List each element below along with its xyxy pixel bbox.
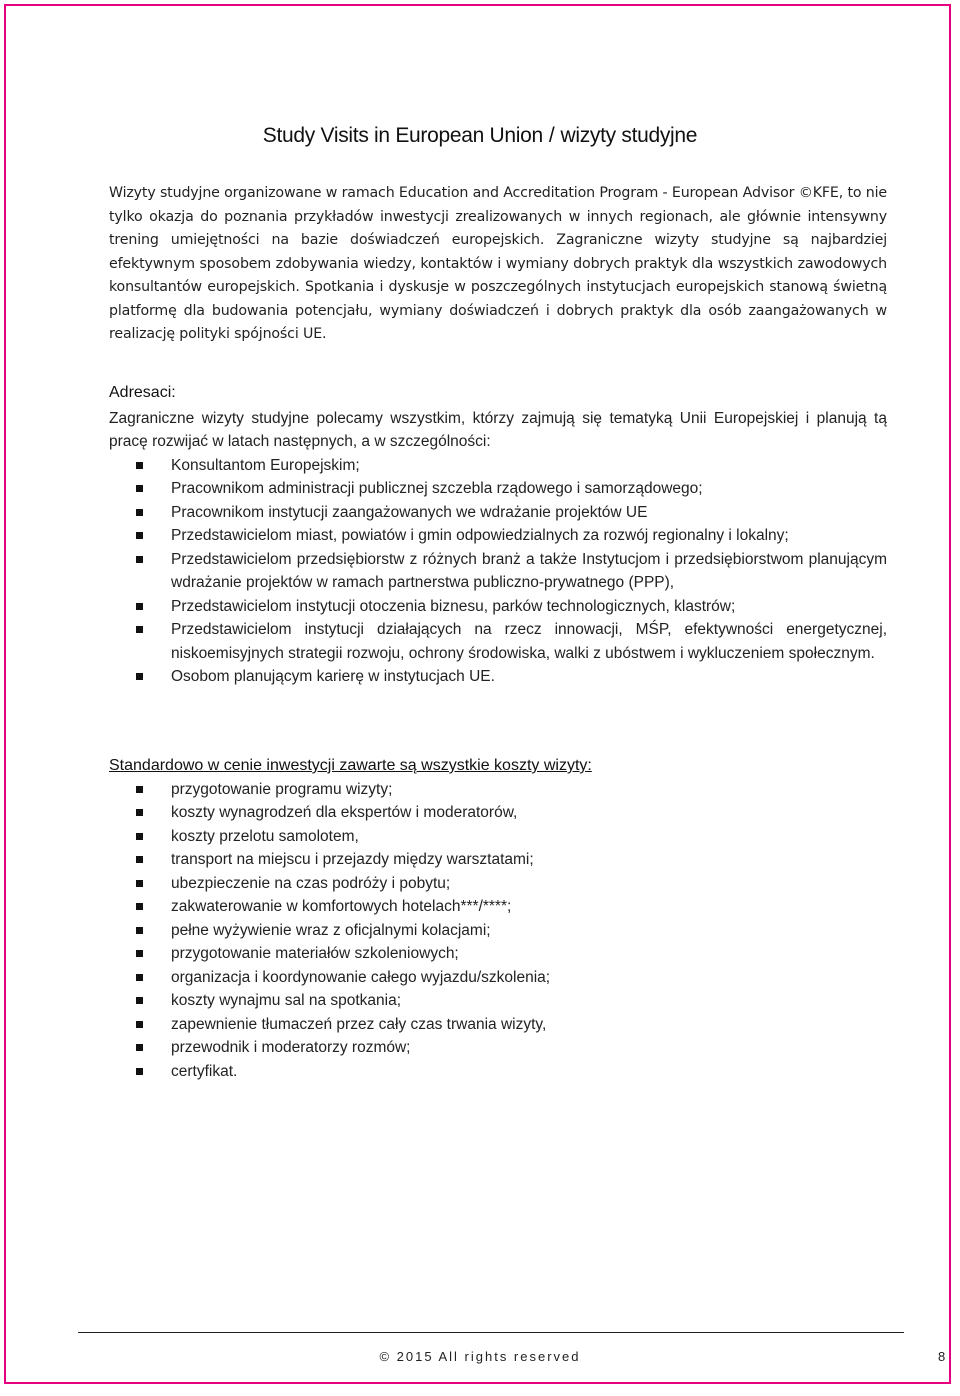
square-bullet-icon (136, 509, 143, 516)
list-item: transport na miejscu i przejazdy między warsztatami; (109, 848, 887, 872)
list-item: przewodnik i moderatorzy rozmów; (109, 1036, 887, 1060)
list-item: zakwaterowanie w komfortowych hotelach***/****; (109, 895, 887, 919)
square-bullet-icon (136, 809, 143, 816)
intro-section (109, 182, 887, 347)
square-bullet-icon (136, 1021, 143, 1028)
list-item: Przedstawicielom instytucji działających na rzecz innowacji, MŚP, efektywności energetycznej, niskoemisyjnych strategii rozwoju, ochrony środowiska, walki z ubóstwem i wykluczeniem społecznym. (109, 618, 887, 665)
footer-divider (78, 1332, 904, 1333)
list-item: koszty przelotu samolotem, (109, 825, 887, 849)
square-bullet-icon (136, 997, 143, 1004)
title-english: Study Visits in European Union (262, 124, 543, 147)
square-bullet-icon (136, 462, 143, 469)
costs-section (109, 754, 887, 1083)
list-item: zapewnienie tłumaczeń przez cały czas trwania wizyty, (109, 1013, 887, 1037)
recipients-heading: Adresaci: (109, 384, 176, 401)
list-item: Przedstawicielom przedsiębiorstw z różnych branż a także Instytucjom i przedsiębiorstwom planującym wdrażanie projektów w ramach partnerstwa publiczno-prywatnego (PPP), (109, 548, 887, 595)
list-item: Przedstawicielom miast, powiatów i gmin odpowiedzialnych za rozwój regionalny i lokalny; (109, 524, 887, 548)
recipients-list (109, 454, 887, 689)
recipients-intro: Zagraniczne wizyty studyjne polecamy wszystkim, którzy zajmują się tematyką Unii Europejskiej i planują tą pracę rozwijać w latach następnych, a w szczególności: (109, 409, 887, 450)
costs-heading: Standardowo w cenie inwestycji zawarte są wszystkie koszty wizyty: (109, 757, 592, 774)
square-bullet-icon (136, 950, 143, 957)
square-bullet-icon (136, 974, 143, 981)
list-item: Przedstawicielom instytucji otoczenia biznesu, parków technologicznych, klastrów; (109, 595, 887, 619)
square-bullet-icon (136, 1044, 143, 1051)
square-bullet-icon (136, 485, 143, 492)
page-title (0, 124, 960, 148)
list-item: pełne wyżywienie wraz z oficjalnymi kolacjami; (109, 919, 887, 943)
square-bullet-icon (136, 673, 143, 680)
square-bullet-icon (136, 880, 143, 887)
list-item: organizacja i koordynowanie całego wyjazdu/szkolenia; (109, 966, 887, 990)
list-item: ubezpieczenie na czas podróży i pobytu; (109, 872, 887, 896)
square-bullet-icon (136, 626, 143, 633)
list-item: przygotowanie materiałów szkoleniowych; (109, 942, 887, 966)
square-bullet-icon (136, 903, 143, 910)
title-separator: / (548, 124, 555, 147)
title-polish: wizyty studyjne (560, 124, 698, 147)
square-bullet-icon (136, 532, 143, 539)
footer-copyright: © 2015 All rights reserved (379, 1349, 581, 1364)
costs-list (109, 778, 887, 1084)
square-bullet-icon (136, 927, 143, 934)
square-bullet-icon (136, 786, 143, 793)
list-item: Pracownikom administracji publicznej szczebla rządowego i samorządowego; (109, 477, 887, 501)
square-bullet-icon (136, 833, 143, 840)
recipients-section (109, 381, 887, 689)
list-item: koszty wynagrodzeń dla ekspertów i moderatorów, (109, 801, 887, 825)
list-item: Konsultantom Europejskim; (109, 454, 887, 478)
list-item: certyfikat. (109, 1060, 887, 1084)
list-item: koszty wynajmu sal na spotkania; (109, 989, 887, 1013)
square-bullet-icon (136, 1068, 143, 1075)
list-item: Osobom planującym karierę w instytucjach UE. (109, 665, 887, 689)
square-bullet-icon (136, 856, 143, 863)
square-bullet-icon (136, 603, 143, 610)
page-number: 8 (938, 1349, 946, 1364)
square-bullet-icon (136, 556, 143, 563)
list-item: Pracownikom instytucji zaangażowanych we wdrażanie projektów UE (109, 501, 887, 525)
intro-paragraph: Wizyty studyjne organizowane w ramach Education and Accreditation Program - European Advisor ©KFE, to nie tylko okazja do poznania przykładów inwestycji zrealizowanych w innych regionach, ale głównie intensywny trening umiejętności na bazie doświadczeń europejskich. Zagraniczne wizyty studyjne są najbardziej efektywnym sposobem zdobywania wiedzy, kontaktów i wymiany dobrych praktyk dla wszystkich zawodowych konsultantów europejskich. Spotkania i dyskusje w poszczególnych instytucjach europejskich stanową świetną platformę dla budowania potencjału, wymiany doświadczeń i dobrych praktyk dla osób zaangażowanych w realizację polityki spójności UE. (109, 185, 887, 342)
list-item: przygotowanie programu wizyty; (109, 778, 887, 802)
